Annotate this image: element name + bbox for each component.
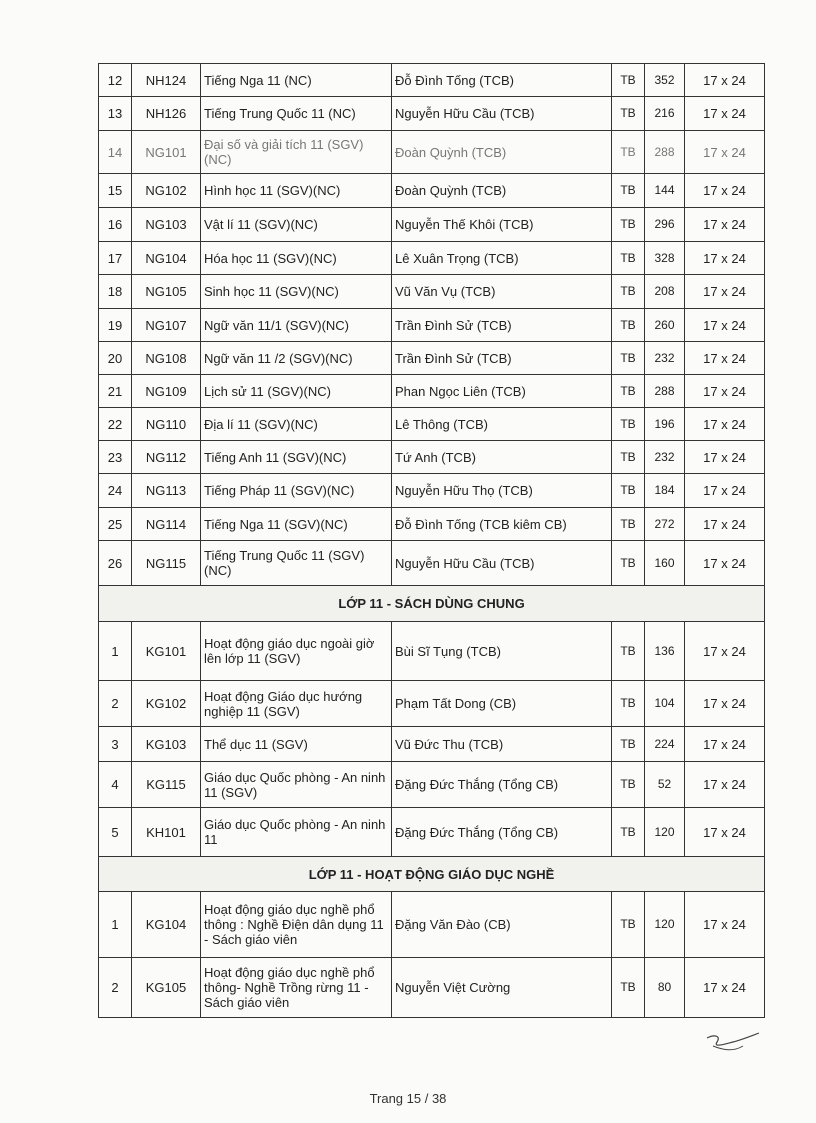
book-code: NG109 bbox=[132, 375, 201, 408]
book-size: 17 x 24 bbox=[685, 541, 765, 586]
book-title: Sinh học 11 (SGV)(NC) bbox=[201, 275, 392, 309]
book-author: Đặng Đức Thắng (Tổng CB) bbox=[392, 808, 612, 857]
book-type: TB bbox=[612, 131, 645, 174]
book-code: NG112 bbox=[132, 441, 201, 474]
book-title: Vật lí 11 (SGV)(NC) bbox=[201, 208, 392, 242]
book-size: 17 x 24 bbox=[685, 375, 765, 408]
book-list-table bbox=[98, 63, 765, 1018]
book-title: Giáo dục Quốc phòng - An ninh 11 (SGV) bbox=[201, 762, 392, 808]
book-type: TB bbox=[612, 309, 645, 342]
table-row bbox=[99, 64, 765, 97]
table-row bbox=[99, 408, 765, 441]
book-title: Lịch sử 11 (SGV)(NC) bbox=[201, 375, 392, 408]
table-row bbox=[99, 622, 765, 681]
book-author: Nguyễn Việt Cường bbox=[392, 958, 612, 1018]
table-row bbox=[99, 97, 765, 131]
book-type: TB bbox=[612, 208, 645, 242]
book-size: 17 x 24 bbox=[685, 342, 765, 375]
book-author: Nguyễn Hữu Thọ (TCB) bbox=[392, 474, 612, 508]
book-author: Đỗ Đình Tống (TCB kiêm CB) bbox=[392, 508, 612, 541]
book-type: TB bbox=[612, 727, 645, 762]
book-type: TB bbox=[612, 762, 645, 808]
page-count: 352 bbox=[645, 64, 685, 97]
row-number: 14 bbox=[99, 131, 132, 174]
book-type: TB bbox=[612, 808, 645, 857]
table-row bbox=[99, 762, 765, 808]
table-row bbox=[99, 309, 765, 342]
book-title: Hoạt động giáo dục nghề phổ thông- Nghề Trồng rừng 11 - Sách giáo viên bbox=[201, 958, 392, 1018]
book-type: TB bbox=[612, 174, 645, 208]
book-list-body bbox=[99, 64, 765, 1018]
row-number: 22 bbox=[99, 408, 132, 441]
book-author: Đặng Đức Thắng (Tổng CB) bbox=[392, 762, 612, 808]
book-size: 17 x 24 bbox=[685, 208, 765, 242]
row-number: 4 bbox=[99, 762, 132, 808]
row-number: 24 bbox=[99, 474, 132, 508]
page-count: 52 bbox=[645, 762, 685, 808]
row-number: 21 bbox=[99, 375, 132, 408]
table-row bbox=[99, 375, 765, 408]
table-row bbox=[99, 174, 765, 208]
book-size: 17 x 24 bbox=[685, 97, 765, 131]
page-count: 288 bbox=[645, 375, 685, 408]
book-author: Nguyễn Hữu Cầu (TCB) bbox=[392, 97, 612, 131]
table-row bbox=[99, 808, 765, 857]
section-heading: LỚP 11 - SÁCH DÙNG CHUNG bbox=[99, 586, 765, 622]
book-type: TB bbox=[612, 408, 645, 441]
book-code: NG102 bbox=[132, 174, 201, 208]
book-code: NG101 bbox=[132, 131, 201, 174]
table-row bbox=[99, 441, 765, 474]
book-size: 17 x 24 bbox=[685, 441, 765, 474]
table-row bbox=[99, 342, 765, 375]
book-author: Trần Đình Sử (TCB) bbox=[392, 342, 612, 375]
book-title: Tiếng Pháp 11 (SGV)(NC) bbox=[201, 474, 392, 508]
table-row bbox=[99, 958, 765, 1018]
book-author: Đoàn Quỳnh (TCB) bbox=[392, 174, 612, 208]
row-number: 13 bbox=[99, 97, 132, 131]
signature-mark bbox=[703, 1030, 763, 1058]
table-row bbox=[99, 275, 765, 309]
book-size: 17 x 24 bbox=[685, 727, 765, 762]
row-number: 2 bbox=[99, 681, 132, 727]
book-code: KG115 bbox=[132, 762, 201, 808]
page-count: 260 bbox=[645, 309, 685, 342]
book-type: TB bbox=[612, 441, 645, 474]
book-code: NG115 bbox=[132, 541, 201, 586]
row-number: 3 bbox=[99, 727, 132, 762]
book-author: Nguyễn Thế Khôi (TCB) bbox=[392, 208, 612, 242]
book-type: TB bbox=[612, 958, 645, 1018]
book-author: Tứ Anh (TCB) bbox=[392, 441, 612, 474]
book-title: Tiếng Trung Quốc 11 (SGV)(NC) bbox=[201, 541, 392, 586]
book-type: TB bbox=[612, 64, 645, 97]
section-heading-row bbox=[99, 586, 765, 622]
book-size: 17 x 24 bbox=[685, 64, 765, 97]
book-author: Vũ Văn Vụ (TCB) bbox=[392, 275, 612, 309]
book-code: KG101 bbox=[132, 622, 201, 681]
book-author: Đoàn Quỳnh (TCB) bbox=[392, 131, 612, 174]
book-author: Phạm Tất Dong (CB) bbox=[392, 681, 612, 727]
book-code: NG114 bbox=[132, 508, 201, 541]
book-code: NG105 bbox=[132, 275, 201, 309]
row-number: 5 bbox=[99, 808, 132, 857]
page-count: 296 bbox=[645, 208, 685, 242]
book-author: Trần Đình Sử (TCB) bbox=[392, 309, 612, 342]
table-row bbox=[99, 681, 765, 727]
table-row bbox=[99, 474, 765, 508]
book-title: Hóa học 11 (SGV)(NC) bbox=[201, 242, 392, 275]
book-title: Hoạt động giáo dục nghề phổ thông : Nghề Điện dân dụng 11 - Sách giáo viên bbox=[201, 892, 392, 958]
book-size: 17 x 24 bbox=[685, 309, 765, 342]
page-count: 224 bbox=[645, 727, 685, 762]
book-author: Lê Thông (TCB) bbox=[392, 408, 612, 441]
book-code: NH126 bbox=[132, 97, 201, 131]
table-row bbox=[99, 208, 765, 242]
book-type: TB bbox=[612, 622, 645, 681]
section-heading: LỚP 11 - HOẠT ĐỘNG GIÁO DỤC NGHỀ bbox=[99, 857, 765, 892]
row-number: 25 bbox=[99, 508, 132, 541]
row-number: 12 bbox=[99, 64, 132, 97]
book-title: Hình học 11 (SGV)(NC) bbox=[201, 174, 392, 208]
book-size: 17 x 24 bbox=[685, 242, 765, 275]
book-author: Bùi Sĩ Tụng (TCB) bbox=[392, 622, 612, 681]
table-row bbox=[99, 727, 765, 762]
row-number: 2 bbox=[99, 958, 132, 1018]
book-code: KG104 bbox=[132, 892, 201, 958]
section-heading-row bbox=[99, 857, 765, 892]
book-type: TB bbox=[612, 375, 645, 408]
book-size: 17 x 24 bbox=[685, 408, 765, 441]
page-number: Trang 15 / 38 bbox=[369, 1091, 447, 1106]
page-count: 288 bbox=[645, 131, 685, 174]
book-author: Vũ Đức Thu (TCB) bbox=[392, 727, 612, 762]
book-author: Lê Xuân Trọng (TCB) bbox=[392, 242, 612, 275]
book-code: KG105 bbox=[132, 958, 201, 1018]
book-size: 17 x 24 bbox=[685, 808, 765, 857]
book-code: KG102 bbox=[132, 681, 201, 727]
page-count: 232 bbox=[645, 441, 685, 474]
book-code: NG110 bbox=[132, 408, 201, 441]
book-size: 17 x 24 bbox=[685, 474, 765, 508]
book-code: NG108 bbox=[132, 342, 201, 375]
page-count: 120 bbox=[645, 892, 685, 958]
book-size: 17 x 24 bbox=[685, 131, 765, 174]
book-title: Địa lí 11 (SGV)(NC) bbox=[201, 408, 392, 441]
table-row bbox=[99, 541, 765, 586]
table-row bbox=[99, 892, 765, 958]
book-author: Phan Ngọc Liên (TCB) bbox=[392, 375, 612, 408]
row-number: 15 bbox=[99, 174, 132, 208]
book-title: Tiếng Nga 11 (NC) bbox=[201, 64, 392, 97]
book-code: NG104 bbox=[132, 242, 201, 275]
book-type: TB bbox=[612, 242, 645, 275]
table-row bbox=[99, 508, 765, 541]
book-author: Nguyễn Hữu Cầu (TCB) bbox=[392, 541, 612, 586]
row-number: 1 bbox=[99, 892, 132, 958]
book-code: NG103 bbox=[132, 208, 201, 242]
book-title: Đại số và giải tích 11 (SGV)(NC) bbox=[201, 131, 392, 174]
book-code: NG107 bbox=[132, 309, 201, 342]
row-number: 20 bbox=[99, 342, 132, 375]
book-code: NH124 bbox=[132, 64, 201, 97]
book-type: TB bbox=[612, 508, 645, 541]
book-size: 17 x 24 bbox=[685, 174, 765, 208]
book-title: Tiếng Trung Quốc 11 (NC) bbox=[201, 97, 392, 131]
book-type: TB bbox=[612, 97, 645, 131]
row-number: 16 bbox=[99, 208, 132, 242]
book-size: 17 x 24 bbox=[685, 622, 765, 681]
book-title: Ngữ văn 11/1 (SGV)(NC) bbox=[201, 309, 392, 342]
book-type: TB bbox=[612, 681, 645, 727]
page-count: 184 bbox=[645, 474, 685, 508]
book-title: Ngữ văn 11 /2 (SGV)(NC) bbox=[201, 342, 392, 375]
row-number: 23 bbox=[99, 441, 132, 474]
row-number: 1 bbox=[99, 622, 132, 681]
page-count: 120 bbox=[645, 808, 685, 857]
row-number: 19 bbox=[99, 309, 132, 342]
book-type: TB bbox=[612, 892, 645, 958]
page-count: 160 bbox=[645, 541, 685, 586]
book-type: TB bbox=[612, 275, 645, 309]
book-title: Hoạt động giáo dục ngoài giờ lên lớp 11 (SGV) bbox=[201, 622, 392, 681]
page-count: 328 bbox=[645, 242, 685, 275]
book-type: TB bbox=[612, 474, 645, 508]
book-title: Giáo dục Quốc phòng - An ninh 11 bbox=[201, 808, 392, 857]
book-size: 17 x 24 bbox=[685, 681, 765, 727]
book-size: 17 x 24 bbox=[685, 958, 765, 1018]
book-code: KG103 bbox=[132, 727, 201, 762]
page-count: 272 bbox=[645, 508, 685, 541]
book-title: Tiếng Anh 11 (SGV)(NC) bbox=[201, 441, 392, 474]
book-author: Đặng Văn Đào (CB) bbox=[392, 892, 612, 958]
page-count: 216 bbox=[645, 97, 685, 131]
page-count: 104 bbox=[645, 681, 685, 727]
book-type: TB bbox=[612, 342, 645, 375]
row-number: 26 bbox=[99, 541, 132, 586]
book-title: Thể dục 11 (SGV) bbox=[201, 727, 392, 762]
table-row bbox=[99, 131, 765, 174]
book-size: 17 x 24 bbox=[685, 275, 765, 309]
book-size: 17 x 24 bbox=[685, 762, 765, 808]
book-title: Hoạt động Giáo dục hướng nghiệp 11 (SGV) bbox=[201, 681, 392, 727]
book-title: Tiếng Nga 11 (SGV)(NC) bbox=[201, 508, 392, 541]
page-count: 196 bbox=[645, 408, 685, 441]
book-code: KH101 bbox=[132, 808, 201, 857]
page-count: 80 bbox=[645, 958, 685, 1018]
row-number: 17 bbox=[99, 242, 132, 275]
page-count: 232 bbox=[645, 342, 685, 375]
table-row bbox=[99, 242, 765, 275]
row-number: 18 bbox=[99, 275, 132, 309]
book-code: NG113 bbox=[132, 474, 201, 508]
book-size: 17 x 24 bbox=[685, 508, 765, 541]
book-size: 17 x 24 bbox=[685, 892, 765, 958]
page-count: 208 bbox=[645, 275, 685, 309]
book-type: TB bbox=[612, 541, 645, 586]
page-count: 144 bbox=[645, 174, 685, 208]
book-author: Đỗ Đình Tống (TCB) bbox=[392, 64, 612, 97]
page-count: 136 bbox=[645, 622, 685, 681]
